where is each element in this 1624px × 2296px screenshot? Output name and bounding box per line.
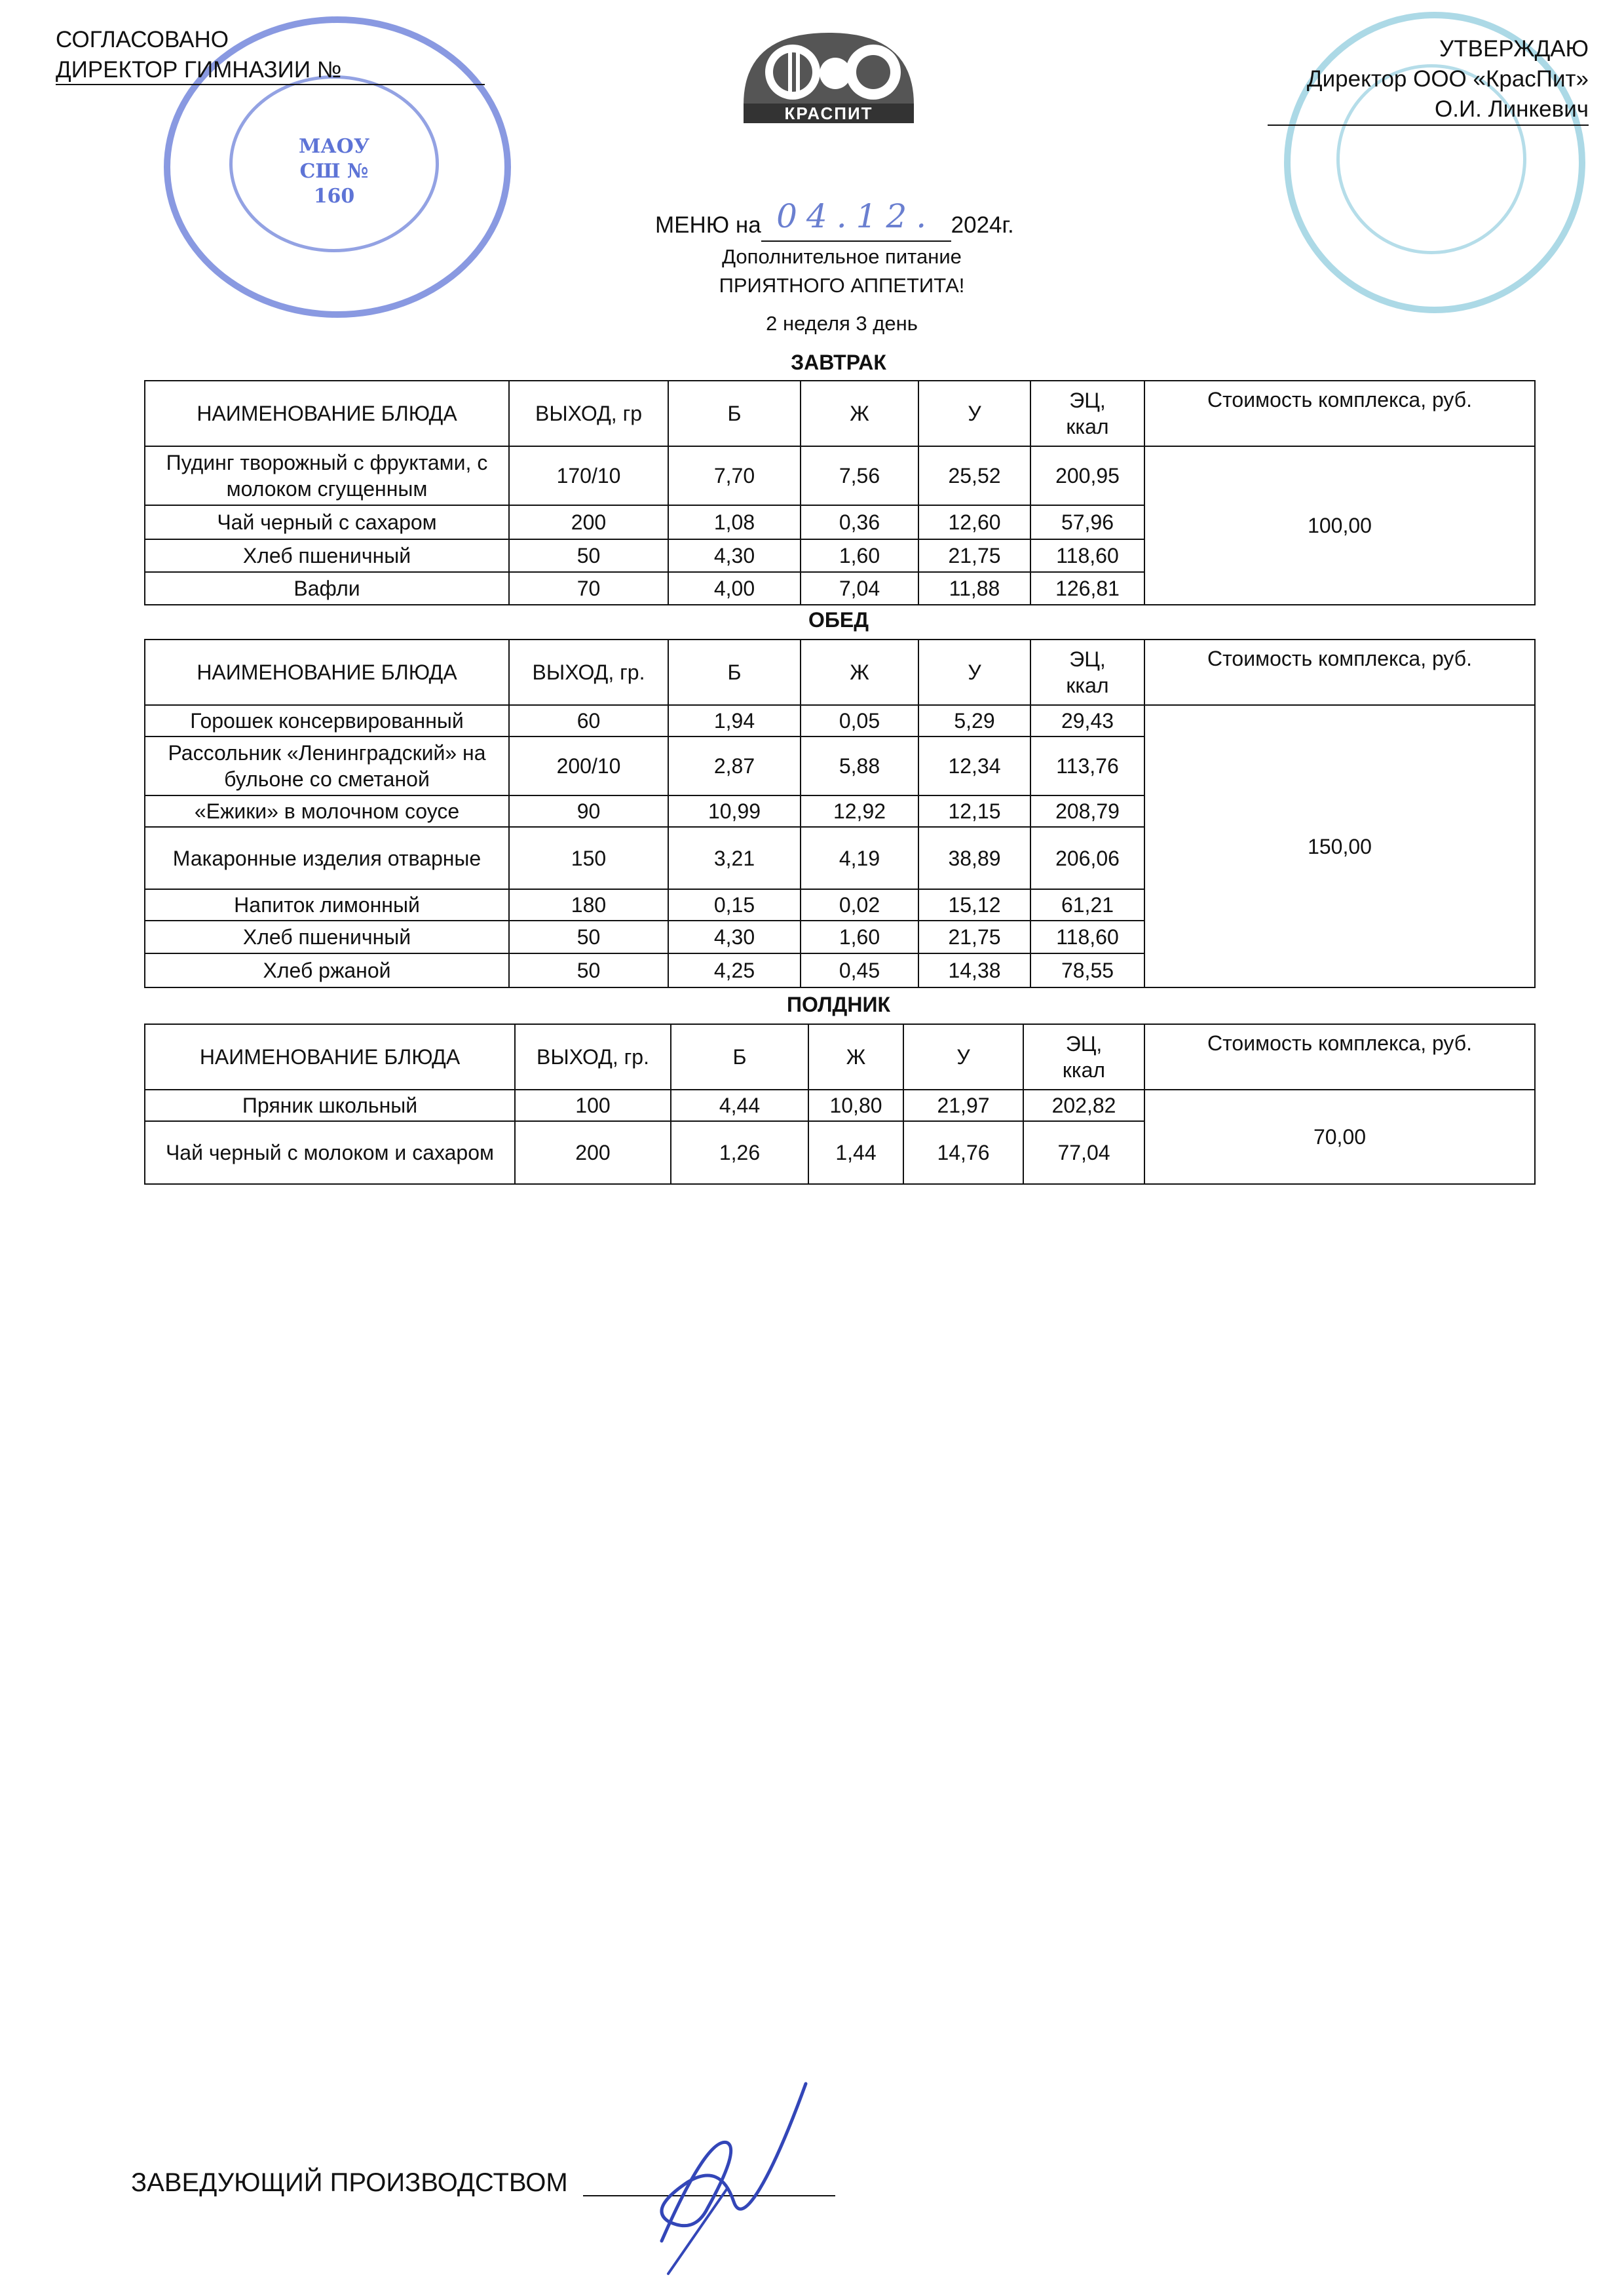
dish-ec: 78,55: [1030, 953, 1144, 987]
week-day-label: 2 неделя 3 день: [766, 312, 918, 335]
dish-b: 1,26: [671, 1121, 808, 1184]
dish-ec: 202,82: [1023, 1090, 1144, 1121]
snack-table: [144, 1024, 1536, 1185]
col-header-ec: ЭЦ, ккал: [1023, 1024, 1144, 1090]
col-header-zh: Ж: [801, 381, 918, 446]
dish-zh: 1,60: [801, 539, 918, 572]
col-header-b: Б: [668, 381, 801, 446]
dish-yield: 50: [509, 921, 668, 953]
col-header-name: НАИМЕНОВАНИЕ БЛЮДА: [145, 640, 509, 705]
director-company-label: Директор ООО «КрасПит»: [1306, 66, 1589, 92]
dish-zh: 7,56: [801, 446, 918, 505]
dish-ec: 200,95: [1030, 446, 1144, 505]
dish-u: 21,75: [918, 539, 1030, 572]
director-name: О.И. Линкевич: [1435, 96, 1589, 122]
production-manager-label: ЗАВЕДУЮЩИЙ ПРОИЗВОДСТВОМ: [131, 2168, 568, 2197]
dish-yield: 200: [515, 1121, 671, 1184]
dish-ec: 126,81: [1030, 572, 1144, 605]
dish-u: 12,34: [918, 737, 1030, 795]
dish-yield: 60: [509, 705, 668, 737]
breakfast-table: [144, 380, 1536, 605]
dish-zh: 1,60: [801, 921, 918, 953]
dish-zh: 7,04: [801, 572, 918, 605]
menu-title-suffix: 2024г.: [951, 212, 1014, 238]
table-row: [145, 1090, 1535, 1121]
dish-name: Хлеб ржаной: [145, 953, 509, 987]
snack-title: ПОЛДНИК: [787, 993, 890, 1016]
col-header-yield: ВЫХОД, гр.: [509, 640, 668, 705]
dish-b: 4,00: [668, 572, 801, 605]
breakfast-cost: 100,00: [1144, 446, 1535, 605]
dish-b: 1,94: [668, 705, 801, 737]
dish-ec: 61,21: [1030, 889, 1144, 921]
dish-name: Хлеб пшеничный: [145, 539, 509, 572]
col-header-cost: Стоимость комплекса, руб.: [1144, 381, 1535, 446]
dish-zh: 12,92: [801, 795, 918, 827]
subtitle-bon-appetit: ПРИЯТНОГО АППЕТИТА!: [719, 274, 965, 297]
dish-name: Пряник школьный: [145, 1090, 515, 1121]
dish-zh: 0,45: [801, 953, 918, 987]
table-row: [145, 446, 1535, 505]
dish-name: Вафли: [145, 572, 509, 605]
stamp-center-text: МАОУ СШ № 160: [298, 135, 370, 208]
dish-ec: 208,79: [1030, 795, 1144, 827]
dish-u: 12,15: [918, 795, 1030, 827]
dish-ec: 77,04: [1023, 1121, 1144, 1184]
dish-zh: 0,36: [801, 505, 918, 539]
dish-b: 4,25: [668, 953, 801, 987]
dish-b: 3,21: [668, 827, 801, 889]
dish-name: Макаронные изделия отварные: [145, 827, 509, 889]
dish-b: 4,44: [671, 1090, 808, 1121]
dish-zh: 0,05: [801, 705, 918, 737]
dish-b: 2,87: [668, 737, 801, 795]
dish-yield: 50: [509, 953, 668, 987]
dish-u: 5,29: [918, 705, 1030, 737]
agreed-label: СОГЛАСОВАНО: [56, 27, 229, 52]
dish-ec: 206,06: [1030, 827, 1144, 889]
col-header-u: У: [903, 1024, 1023, 1090]
dish-b: 0,15: [668, 889, 801, 921]
col-header-b: Б: [671, 1024, 808, 1090]
dish-yield: 90: [509, 795, 668, 827]
col-header-zh: Ж: [808, 1024, 903, 1090]
col-header-yield: ВЫХОД, гр: [509, 381, 668, 446]
snack-cost: 70,00: [1144, 1090, 1535, 1184]
lunch-title: ОБЕД: [808, 608, 869, 632]
dish-ec: 29,43: [1030, 705, 1144, 737]
approve-label: УТВЕРЖДАЮ: [1439, 36, 1589, 62]
dish-u: 14,76: [903, 1121, 1023, 1184]
table-row: [145, 705, 1535, 737]
col-header-zh: Ж: [801, 640, 918, 705]
col-header-u: У: [918, 640, 1030, 705]
dish-yield: 70: [509, 572, 668, 605]
dish-u: 15,12: [918, 889, 1030, 921]
dish-zh: 5,88: [801, 737, 918, 795]
director-gymnasium-label: ДИРЕКТОР ГИМНАЗИИ №: [56, 57, 342, 83]
menu-subtitle: [590, 242, 1094, 338]
signature-icon: [629, 2057, 819, 2280]
dish-u: 25,52: [918, 446, 1030, 505]
table-header-row: [145, 381, 1535, 446]
dish-ec: 118,60: [1030, 921, 1144, 953]
dish-u: 38,89: [918, 827, 1030, 889]
dish-yield: 50: [509, 539, 668, 572]
dish-b: 4,30: [668, 539, 801, 572]
col-header-ec: ЭЦ, ккал: [1030, 381, 1144, 446]
dish-u: 14,38: [918, 953, 1030, 987]
dish-name: Рассольник «Ленинградский» на бульоне со сметаной: [145, 737, 509, 795]
breakfast-title: ЗАВТРАК: [791, 351, 886, 374]
dish-name: Хлеб пшеничный: [145, 921, 509, 953]
dish-yield: 100: [515, 1090, 671, 1121]
dish-name: Пудинг творожный с фруктами, с молоком сгущенным: [145, 446, 509, 505]
dish-b: 7,70: [668, 446, 801, 505]
dish-b: 4,30: [668, 921, 801, 953]
manager-signature: [629, 2057, 819, 2280]
col-header-ec: ЭЦ, ккал: [1030, 640, 1144, 705]
dish-name: Чай черный с молоком и сахаром: [145, 1121, 515, 1184]
dish-b: 10,99: [668, 795, 801, 827]
col-header-name: НАИМЕНОВАНИЕ БЛЮДА: [145, 381, 509, 446]
dish-ec: 113,76: [1030, 737, 1144, 795]
table-header-row: [145, 640, 1535, 705]
dish-zh: 0,02: [801, 889, 918, 921]
dish-u: 21,97: [903, 1090, 1023, 1121]
signature-line-right: [1268, 124, 1589, 126]
lunch-table: [144, 639, 1536, 988]
dish-name: Чай черный с сахаром: [145, 505, 509, 539]
approval-left: [56, 25, 514, 85]
company-logo: [730, 26, 927, 124]
col-header-yield: ВЫХОД, гр.: [515, 1024, 671, 1090]
dish-name: «Ежики» в молочном соусе: [145, 795, 509, 827]
dish-u: 21,75: [918, 921, 1030, 953]
dish-zh: 10,80: [808, 1090, 903, 1121]
dish-yield: 180: [509, 889, 668, 921]
logo-text: КРАСПИТ: [784, 104, 873, 123]
col-header-cost: Стоимость комплекса, руб.: [1144, 1024, 1535, 1090]
col-header-name: НАИМЕНОВАНИЕ БЛЮДА: [145, 1024, 515, 1090]
dish-yield: 200/10: [509, 737, 668, 795]
dish-zh: 1,44: [808, 1121, 903, 1184]
dish-u: 12,60: [918, 505, 1030, 539]
dish-yield: 200: [509, 505, 668, 539]
dish-u: 11,88: [918, 572, 1030, 605]
subtitle-additional-nutrition: Дополнительное питание: [722, 245, 962, 268]
dish-name: Напиток лимонный: [145, 889, 509, 921]
lunch-cost: 150,00: [1144, 705, 1535, 987]
col-header-cost: Стоимость комплекса, руб.: [1144, 640, 1535, 705]
dish-yield: 170/10: [509, 446, 668, 505]
dish-zh: 4,19: [801, 827, 918, 889]
dish-yield: 150: [509, 827, 668, 889]
signature-line-left: [56, 84, 485, 85]
dish-ec: 57,96: [1030, 505, 1144, 539]
menu-date-handwritten: 04.12.: [776, 197, 936, 235]
menu-title: [655, 197, 1048, 242]
col-header-u: У: [918, 381, 1030, 446]
dish-b: 1,08: [668, 505, 801, 539]
approval-right: [1114, 34, 1589, 124]
menu-title-prefix: МЕНЮ на: [655, 212, 761, 238]
col-header-b: Б: [668, 640, 801, 705]
dish-ec: 118,60: [1030, 539, 1144, 572]
dish-name: Горошек консервированный: [145, 705, 509, 737]
table-header-row: [145, 1024, 1535, 1090]
